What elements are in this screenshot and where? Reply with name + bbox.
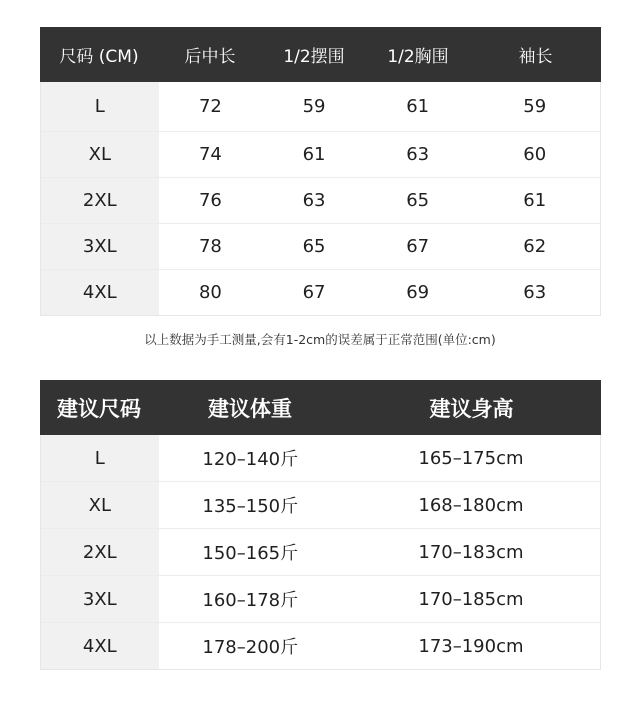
cell-value: 63 [523,282,547,303]
cell-value: 67 [302,282,326,303]
cell-weight: 135–150斤 [202,496,299,517]
cell-size: L [41,82,159,131]
cell-size: L [41,435,159,481]
cell-value: 65 [302,236,326,257]
cell-value: 69 [406,282,430,303]
cell-size: XL [41,482,159,528]
cell-value: 74 [198,144,222,165]
size-table-header [40,27,601,82]
table-row [41,623,600,669]
cell-value: 80 [198,282,222,303]
cell-height: 165–175cm [418,447,524,469]
cell-weight: 178–200斤 [202,637,299,658]
cell-size: 3XL [41,576,159,622]
recommend-table-header [40,380,601,435]
size-table-body [40,82,601,316]
recommend-table-body [40,435,601,670]
table-row [41,482,600,529]
cell-value: 63 [302,190,326,211]
size-table [40,27,601,316]
cell-weight: 160–178斤 [202,590,299,611]
table-row [41,435,600,482]
cell-size: 2XL [41,178,159,223]
header-recommend-size: 建议尺码 [57,396,141,421]
measurement-note: 以上数据为手工测量,会有1-2cm的误差属于正常范围(单位:cm) [144,332,496,347]
table-row [41,529,600,576]
cell-value: 76 [198,190,222,211]
header-half-chest: 1/2胸围 [387,47,449,67]
cell-height: 170–185cm [418,588,524,610]
header-size: 尺码 (CM) [59,47,139,67]
header-back-length: 后中长 [184,47,236,67]
header-half-hem: 1/2摆围 [283,47,345,67]
cell-value: 61 [302,144,326,165]
cell-size: XL [41,132,159,177]
cell-height: 168–180cm [418,494,524,516]
cell-weight: 150–165斤 [202,543,299,564]
cell-height: 173–190cm [418,635,524,657]
table-row [41,270,600,315]
cell-value: 60 [523,144,547,165]
cell-value: 61 [523,190,547,211]
cell-value: 59 [302,96,326,117]
header-recommend-weight: 建议体重 [208,396,292,421]
cell-value: 62 [523,236,547,257]
cell-value: 61 [406,96,430,117]
cell-weight: 120–140斤 [202,449,299,470]
cell-value: 67 [406,236,430,257]
recommend-table [40,380,601,670]
table-row [41,224,600,270]
header-sleeve-length: 袖长 [518,47,553,67]
cell-size: 2XL [41,529,159,575]
cell-value: 78 [198,236,222,257]
cell-value: 63 [406,144,430,165]
cell-size: 3XL [41,224,159,269]
cell-size: 4XL [41,623,159,669]
table-row [41,82,600,132]
cell-value: 59 [523,96,547,117]
cell-value: 65 [406,190,430,211]
cell-size: 4XL [41,270,159,315]
cell-value: 72 [198,96,222,117]
cell-height: 170–183cm [418,541,524,563]
table-row [41,132,600,178]
table-row [41,576,600,623]
table-row [41,178,600,224]
header-recommend-height: 建议身高 [429,396,514,421]
